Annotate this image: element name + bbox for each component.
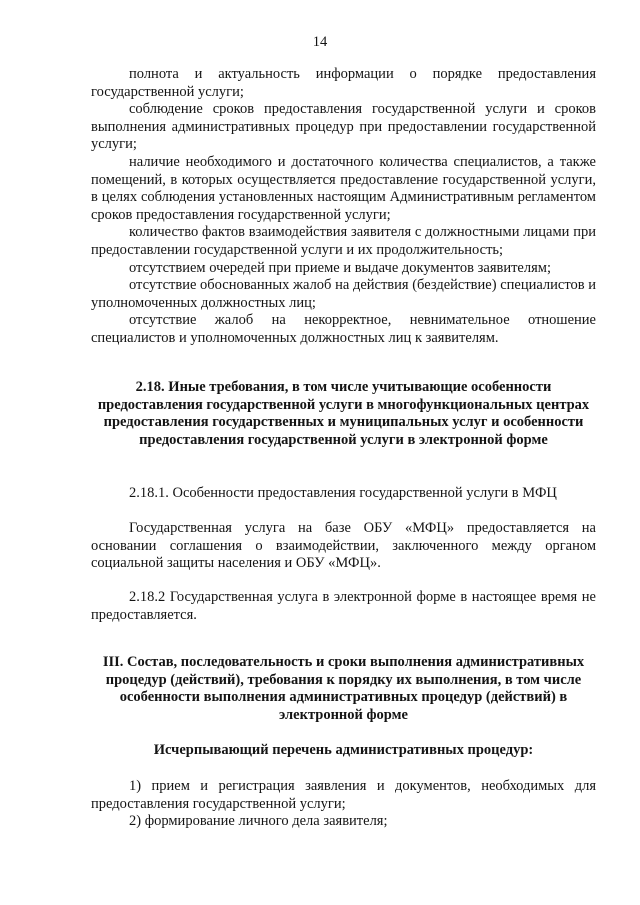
procedures-list bbox=[91, 778, 596, 831]
section-3 bbox=[91, 654, 596, 724]
mfc-text: Государственная услуга на базе ОБУ «МФЦ» предоставляется на основании соглашения о взаимодействии, заключенного между органом социальной защиты населения и ОБУ «МФЦ». bbox=[91, 520, 596, 572]
subsection-2-18-2 bbox=[91, 589, 596, 624]
page-number: 14 bbox=[312, 34, 328, 50]
procedures-list-title: Исчерпывающий перечень административных процедур: bbox=[153, 742, 534, 758]
criteria-item: полнота и актуальность информации о порядке предоставления государственной услуги; bbox=[91, 66, 596, 100]
criteria-item: отсутствие жалоб на некорректное, невнимательное отношение специалистов и уполномоченных должностных лиц к заявителям. bbox=[91, 312, 596, 346]
subsection-2-18-2-text: 2.18.2 Государственная услуга в электронной форме в настоящее время не предоставляется. bbox=[91, 589, 596, 623]
mfc-paragraph bbox=[91, 520, 596, 573]
criteria-item: соблюдение сроков предоставления государственной услуги и сроков выполнения административных процедур при предоставлении государственной услуги; bbox=[91, 101, 596, 153]
procedure-item: 2) формирование личного дела заявителя; bbox=[129, 813, 388, 830]
section-3-heading: III. Состав, последовательность и сроки выполнения административных процедур (действий), требования к порядку их выполнения, в том числе особенности выполнения административных процедур (действий) в электронной форме bbox=[102, 654, 585, 723]
section-2-18-heading: 2.18. Иные требования, в том числе учитывающие особенности предоставления государственной услуги в многофункциональных центрах предоставления государственных и муниципальных услуг и особенности предоставления государственной услуги в электронной форме bbox=[97, 379, 590, 448]
criteria-item: количество фактов взаимодействия заявителя с должностными лицами при предоставлении государственной услуги и их продолжительность; bbox=[91, 224, 596, 258]
procedure-item: 1) прием и регистрация заявления и документов, необходимых для предоставления государственной услуги; bbox=[91, 778, 596, 812]
subsection-2-18-1-title: 2.18.1. Особенности предоставления государственной услуги в МФЦ bbox=[129, 485, 557, 501]
subsection-2-18-1 bbox=[91, 485, 596, 503]
quality-criteria-list bbox=[91, 66, 596, 348]
criteria-item: наличие необходимого и достаточного количества специалистов, а также помещений, в которых осуществляется предоставление государственной услуги, в целях соблюдения установленных настоящим Административным регламентом сроков предоставления государственной услуги; bbox=[91, 153, 596, 223]
criteria-item: отсутствием очередей при приеме и выдаче документов заявителям; bbox=[129, 259, 551, 276]
section-2-18 bbox=[91, 379, 596, 449]
criteria-item: отсутствие обоснованных жалоб на действия (бездействие) специалистов и уполномоченных должностных лиц; bbox=[91, 277, 596, 311]
procedures-list-title-block bbox=[91, 742, 596, 760]
